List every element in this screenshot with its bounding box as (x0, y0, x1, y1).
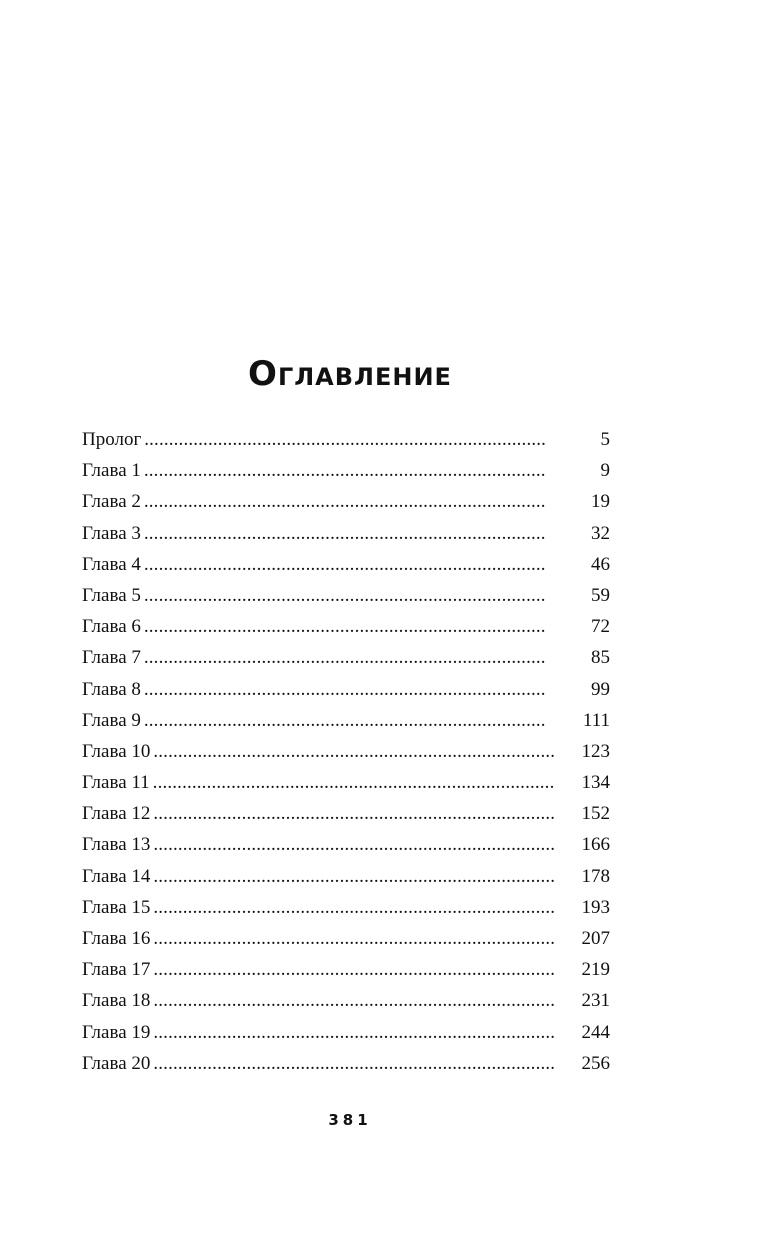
dot-leader (153, 829, 571, 860)
toc-entry (82, 861, 610, 892)
dot-leader (153, 861, 571, 892)
toc-entry (82, 674, 610, 705)
dot-leader (144, 642, 589, 673)
toc-entry (82, 1048, 610, 1079)
toc-entry (82, 985, 610, 1016)
toc-entry-label: Глава 16 (82, 928, 151, 949)
toc-entry-page: 231 (581, 990, 610, 1012)
dot-leader (144, 611, 589, 642)
toc-entry-label: Глава 3 (82, 522, 141, 544)
toc-entry-page: 193 (581, 896, 610, 918)
toc-entry-label: Глава 9 (82, 709, 141, 731)
toc-entry-page: 152 (581, 803, 610, 825)
toc-entry-label: Глава 17 (82, 959, 151, 981)
toc-entry-label: Глава 19 (82, 1021, 151, 1043)
dot-leader (144, 486, 589, 517)
toc-entry-label: Глава 4 (82, 553, 141, 575)
toc-entry-label: Пролог (82, 429, 142, 450)
dot-leader (153, 954, 571, 985)
toc-entry (82, 705, 610, 736)
toc-entry-label: Глава 8 (82, 678, 141, 700)
toc-entry (82, 549, 610, 580)
toc-entry (82, 580, 610, 611)
page-number: 381 (328, 1111, 372, 1129)
toc-entry-page: 111 (582, 709, 610, 731)
toc-entry-label: Глава 18 (82, 990, 151, 1012)
dot-leader (153, 1017, 571, 1048)
toc-entry-page: 72 (591, 616, 610, 638)
dot-leader (153, 736, 571, 767)
toc-entry-page: 32 (591, 522, 610, 544)
toc-entry (82, 798, 610, 829)
toc-entry (82, 611, 610, 642)
toc-entry (82, 892, 610, 923)
toc-entry (82, 736, 610, 767)
toc-entry-label: Глава 10 (82, 740, 151, 762)
toc-entry-label: Глава 20 (82, 1052, 151, 1074)
dot-leader (144, 424, 598, 455)
toc-entry (82, 923, 610, 954)
toc-entry-page: 85 (591, 647, 610, 669)
toc-entry-label: Глава 5 (82, 584, 141, 606)
toc-entry-label: Глава 7 (82, 647, 141, 669)
dot-leader (153, 985, 571, 1016)
toc-title: Оглавление (248, 354, 452, 394)
table-of-contents (82, 424, 610, 1079)
toc-entry-label: Глава 11 (82, 772, 150, 794)
toc-entry (82, 642, 610, 673)
dot-leader (153, 892, 571, 923)
toc-entry-page: 123 (581, 740, 610, 762)
toc-entry-page: 99 (591, 678, 610, 700)
dot-leader (144, 549, 589, 580)
toc-entry-page: 59 (591, 584, 610, 606)
toc-entry-page: 5 (600, 429, 610, 450)
dot-leader (153, 767, 572, 798)
dot-leader (144, 705, 573, 736)
toc-entry (82, 486, 610, 517)
toc-entry (82, 1017, 610, 1048)
toc-entry-page: 9 (600, 460, 610, 482)
toc-entry (82, 424, 610, 455)
toc-entry-page: 256 (581, 1052, 610, 1074)
toc-entry-page: 207 (581, 928, 610, 949)
toc-entry-page: 178 (581, 865, 610, 887)
toc-entry-label: Глава 14 (82, 865, 151, 887)
toc-entry-page: 219 (581, 959, 610, 981)
toc-entry-label: Глава 15 (82, 896, 151, 918)
toc-entry-page: 19 (591, 491, 610, 513)
toc-entry-page: 244 (581, 1021, 610, 1043)
dot-leader (144, 455, 599, 486)
toc-entry-page: 166 (581, 834, 610, 856)
toc-entry (82, 767, 610, 798)
dot-leader (153, 923, 571, 954)
toc-entry (82, 829, 610, 860)
toc-entry (82, 954, 610, 985)
dot-leader (153, 798, 571, 829)
toc-entry-label: Глава 12 (82, 803, 151, 825)
toc-entry-page: 46 (591, 553, 610, 575)
dot-leader (144, 674, 589, 705)
toc-entry-label: Глава 13 (82, 834, 151, 856)
toc-entry-label: Глава 2 (82, 491, 141, 513)
dot-leader (144, 580, 589, 611)
dot-leader (144, 518, 589, 549)
toc-entry-page: 134 (581, 772, 610, 794)
dot-leader (153, 1048, 571, 1079)
toc-entry-label: Глава 1 (82, 460, 141, 482)
toc-entry-label: Глава 6 (82, 616, 141, 638)
toc-entry (82, 455, 610, 486)
toc-entry (82, 518, 610, 549)
